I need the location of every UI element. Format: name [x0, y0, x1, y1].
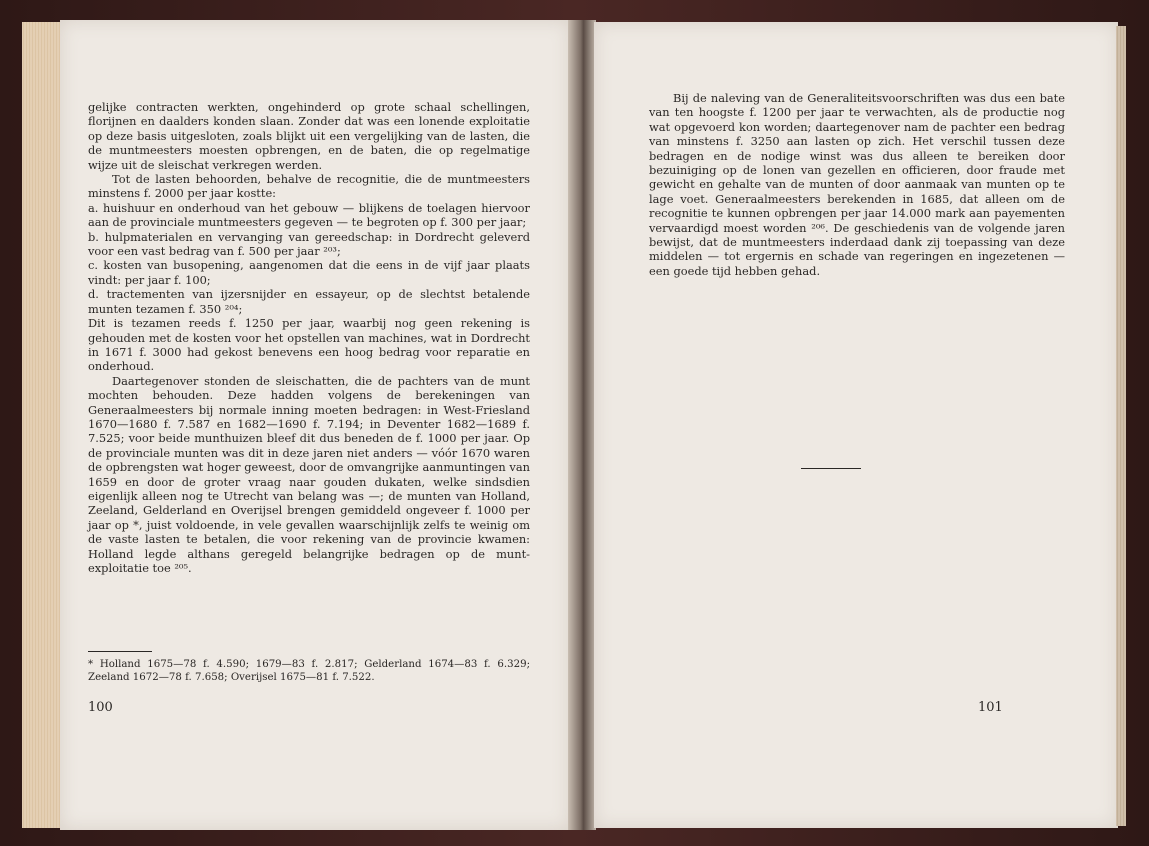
list-item: b. hulpmaterialen en vervanging van gereedschap: in Dordrecht geleverd voor een vast bedrag van f. 500 per jaar ²⁰³;: [88, 229, 530, 259]
section-divider: [801, 468, 861, 469]
page-edges-left: [22, 22, 62, 828]
list-item: c. kosten van busopening, aangenomen dat die eens in de vijf jaar plaats vindt: per jaar f. 100;: [88, 258, 530, 287]
paragraph: gelijke contracten werkten, ongehinderd op grote schaal schellingen, florijnen en daalders konden slaan. Zonder dat was een lonende exploitatie op deze basis uitgesloten, zoals blijkt uit een vergelijking van de lasten, die de muntmeesters moesten opbrengen, en de baten, die op regelmatige wijze uit de sleischat verkregen werden.: [88, 100, 530, 172]
paragraph: Daartegenover stonden de sleischatten, die de pachters van de munt mochten behouden. Deze hadden volgens de berekeningen van Generaalmeesters bij normale inning moeten bedragen: in West-Friesland 1670—1680 f. 7.587 en 1682—1690 f. 7.194; in Deventer 1682—1689 f. 7.525; voor beide munthuizen bleef dit dus beneden de f. 1000 per jaar. Op de provinciale munten was dit in deze jaren niet anders — vóór 1670 waren de opbrengsten wat hoger geweest, door de omvangrijke aanmuntingen van 1659 en door de groter vraag naar gouden dukaten, welke sindsdien eigenlijk alleen nog te Utrecht van belang was —; de munten van Holland, Zeeland, Gelderland en Overijsel brengen gemiddeld ongeveer f. 1000 per jaar op *, juist voldoende, in vele gevallen waarschijnlijk zelfs te weinig om de vaste lasten te betalen, die voor rekening van de provincie kwamen: Holland legde althans geregeld belangrijke bedragen op de munt-exploitatie toe ²⁰⁵.: [88, 373, 530, 575]
paragraph: Tot de lasten behoorden, behalve de recognitie, die de muntmeesters minstens f. 2000 per jaar kostte:: [88, 172, 530, 201]
paragraph: Bij de naleving van de Generaliteitsvoorschriften was dus een bate van ten hoogste f. 1200 per jaar te verwachten, als de productie nog wat opgevoerd kon worden; daartegenover nam de pachter een bedrag van minstens f. 3250 aan lasten op zich. Het verschil tussen deze bedragen en de nodige winst was dus alleen te bereiken door bezuiniging op de lonen van gezellen en officieren, door fraude met gewicht en gehalte van de munten of door aanmaak van munten op te lage voet. Generaalmeesters berekenden in 1685, dat alleen om de recognitie te kunnen opbrengen per jaar 14.000 mark aan payementen vervaardigd moest worden ²⁰⁶. De geschiedenis van de volgende jaren bewijst, dat de muntmeesters inderdaad dank zij toepassing van deze middelen — tot ergernis en schade van regeringen en ingezetenen — een goede tijd hebben gehad.: [649, 91, 1065, 278]
list-item: a. huishuur en onderhoud van het gebouw — blijkens de toelagen hiervoor aan de provinciale muntmeesters gegeven — te begroten op f. 300 per jaar;: [88, 200, 530, 230]
left-page-body: [88, 100, 530, 575]
left-page: [60, 20, 570, 830]
paragraph: Dit is tezamen reeds f. 1250 per jaar, waarbij nog geen rekening is gehouden met de kosten voor het opstellen van machines, wat in Dordrecht in 1671 f. 3000 had gekost benevens een hoog bedrag voor reparatie en onderhoud.: [88, 316, 530, 374]
list-item: d. tractementen van ijzersnijder en essayeur, op de slechtst betalende munten tezamen f. 350 ²⁰⁴;: [88, 287, 530, 316]
book-gutter: [568, 20, 596, 830]
page-number: 100: [88, 700, 113, 715]
page-number: 101: [978, 700, 1003, 715]
page-edges-right: [1116, 26, 1126, 826]
right-page: [594, 22, 1118, 828]
right-page-body: [649, 91, 1065, 278]
footnote-rule: [88, 651, 152, 652]
footnote: * Holland 1675—78 f. 4.590; 1679—83 f. 2.817; Gelderland 1674—83 f. 6.329; Zeeland 1672—78 f. 7.658; Overijsel 1675—81 f. 7.522.: [88, 659, 530, 684]
